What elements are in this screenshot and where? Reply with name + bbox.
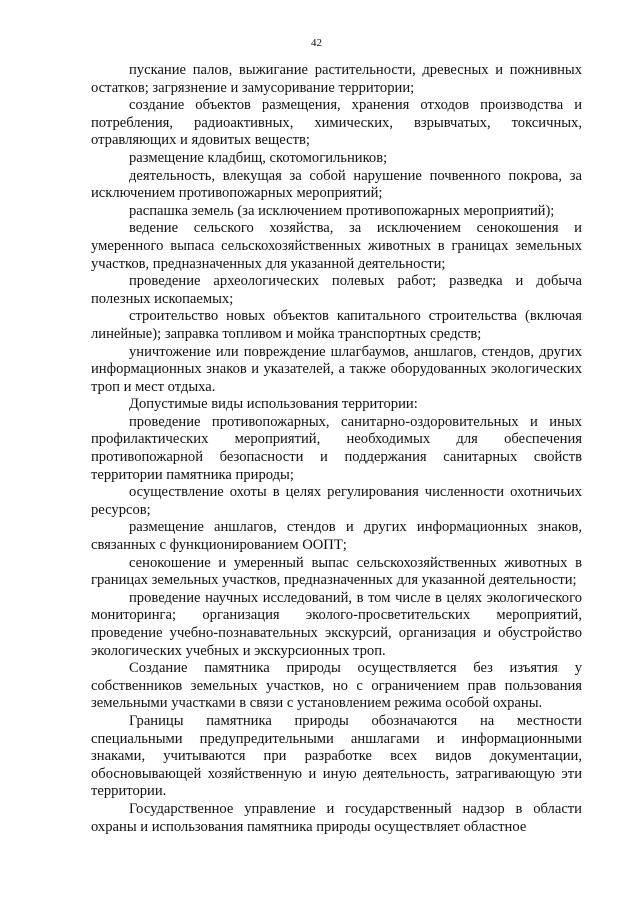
paragraph: распашка земель (за исключением противопожарных мероприятий); <box>129 202 555 219</box>
paragraph: строительство новых объектов капитального строительства (включая линейные); заправка топливом и мойка транспортных средств; <box>91 308 582 342</box>
paragraph: пускание палов, выжигание растительности, древесных и пожнивных остатков; загрязнение и замусоривание территории; <box>91 62 582 96</box>
paragraph: Границы памятника природы обозначаются на местности специальными предупредительными аншлагами и информационными знаками, учитываются при разработке всех видов документации, обосновывающей хозяйственную и иную деятельность, затрагивающую эти территории. <box>91 712 582 800</box>
paragraph: проведение научных исследований, в том числе в целях экологического мониторинга; организация эколого-просветительских мероприятий, проведение учебно-познавательных экскурсий, организация и обустройство экологических учебных и экскурсионных троп. <box>91 589 582 659</box>
paragraph: проведение археологических полевых работ; разведка и добыча полезных ископаемых; <box>91 273 582 307</box>
paragraph: размещение кладбищ, скотомогильников; <box>129 149 388 166</box>
document-body <box>91 62 582 836</box>
paragraph: Создание памятника природы осуществляется без изъятия у собственников земельных участков, но с ограничением прав пользования земельными участками в связи с установлением режима особой охраны. <box>91 660 582 712</box>
paragraph: осуществление охоты в целях регулирования численности охотничьих ресурсов; <box>91 484 582 518</box>
section-heading: Допустимые виды использования территории: <box>129 396 418 413</box>
page-number: 42 <box>311 37 322 49</box>
paragraph: создание объектов размещения, хранения отходов производства и потребления, радиоактивных, химических, взрывчатых, токсичных, отравляющих и ядовитых веществ; <box>91 97 582 149</box>
paragraph: сенокошение и умеренный выпас сельскохозяйственных животных в границах земельных участков, предназначенных для указанной деятельности; <box>91 554 582 589</box>
paragraph: деятельность, влекущая за собой нарушение почвенного покрова, за исключением противопожарных мероприятий; <box>91 167 582 202</box>
paragraph: проведение противопожарных, санитарно-оздоровительных и иных профилактических мероприятий, необходимых для обеспечения противопожарной безопасности и поддержания санитарных свойств территории памятника природы; <box>91 413 582 483</box>
paragraph: уничтожение или повреждение шлагбаумов, аншлагов, стендов, других информационных знаков и указателей, а также оборудованных экологических троп и мест отдыха. <box>91 343 582 395</box>
paragraph: размещение аншлагов, стендов и других информационных знаков, связанных с функционированием ООПТ; <box>91 519 582 554</box>
paragraph: Государственное управление и государственный надзор в области охраны и использования памятника природы осуществляет областное <box>91 800 582 835</box>
paragraph: ведение сельского хозяйства, за исключением сенокошения и умеренного выпаса сельскохозяйственных животных в границах земельных участков, предназначенных для указанной деятельности; <box>91 220 582 272</box>
